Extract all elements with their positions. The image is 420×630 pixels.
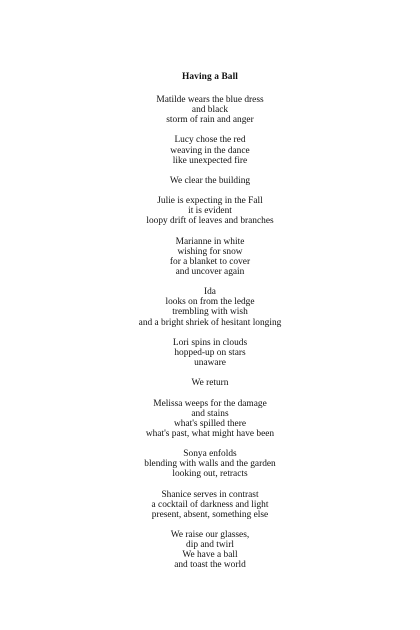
poem-line: and black [191, 105, 229, 116]
stanza [0, 399, 420, 439]
poem-line: Julie is expecting in the Fall [157, 196, 263, 207]
poem-line: hopped-up on stars [174, 347, 246, 358]
poem-line: We have a ball [182, 550, 238, 561]
poem-body [0, 95, 420, 581]
poem-line: what's past, what might have been [145, 428, 275, 439]
stanza [0, 287, 420, 327]
poem-line: Marianne in white [175, 236, 245, 247]
poem-line: and toast the world [174, 560, 246, 571]
poem-line: Ida [204, 287, 216, 298]
poem-line: like unexpected fire [172, 155, 248, 166]
poem-line: a cocktail of darkness and light [151, 499, 269, 510]
poem-line: it is evident [188, 206, 232, 217]
stanza [0, 237, 420, 277]
stanza [0, 135, 420, 165]
stanza [0, 176, 420, 186]
poem-line: We clear the building [169, 175, 251, 186]
poem-line: for a blanket to cover [169, 256, 251, 267]
poem-line: present, absent, something else [151, 509, 269, 520]
poem-title: Having a Ball [182, 72, 238, 82]
poem-line: wishing for snow [177, 246, 243, 257]
poem-line: We raise our glasses, [170, 530, 250, 541]
poem-line: looks on from the ledge [165, 297, 255, 308]
stanza [0, 490, 420, 520]
poem-line: Lucy chose the red [174, 135, 246, 146]
poem-line: We return [191, 378, 229, 389]
poem-line: Shanice serves in contrast [161, 489, 259, 500]
stanza [0, 449, 420, 479]
poem-line: blending with walls and the garden [144, 459, 276, 470]
poem-line: and uncover again [175, 266, 245, 277]
poem-line: trembling with wish [172, 307, 248, 318]
stanza [0, 378, 420, 388]
poem-line: and stains [191, 408, 229, 419]
poem-line: dip and twirl [186, 540, 234, 551]
poem-line: weaving in the dance [170, 145, 250, 156]
stanza [0, 95, 420, 125]
poem-line: unaware [194, 358, 226, 368]
poem-line: Lori spins in clouds [172, 337, 248, 348]
stanza [0, 338, 420, 368]
poem-line: Melissa weeps for the damage [153, 398, 267, 409]
poem-line: looking out, retracts [172, 469, 248, 480]
poem-line: loopy drift of leaves and branches [146, 216, 274, 227]
poem-line: what's spilled there [174, 418, 246, 429]
poem-line: and a bright shriek of hesitant longing [138, 317, 282, 328]
stanza [0, 196, 420, 226]
poem-line: Matilde wears the blue dress [156, 95, 264, 105]
poem-line: Sonya enfolds [183, 449, 237, 460]
stanza [0, 530, 420, 570]
poem-line: storm of rain and anger [166, 115, 254, 126]
